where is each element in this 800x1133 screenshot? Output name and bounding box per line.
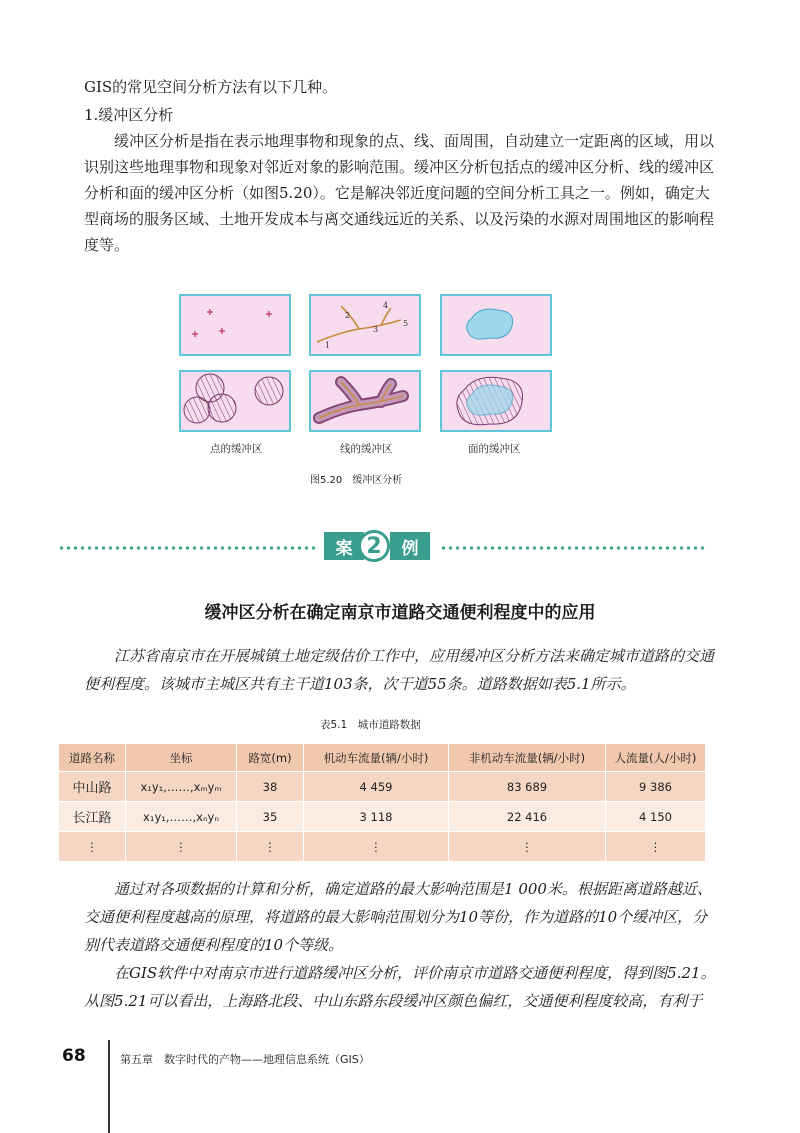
panel-points bbox=[179, 294, 291, 356]
case-banner-right: 例 bbox=[390, 532, 430, 560]
area-graphic bbox=[442, 296, 550, 354]
intro-paragraph: 缓冲区分析是指在表示地理事物和现象的点、线、面周围，自动建立一定距离的区域，用以识别这些地理事物和现象对邻近对象的影响范围。缓冲区分析包括点的缓冲区分析、线的缓冲区分析和面的缓冲区分析（如图5.20）。它是解决邻近度问题的空间分析工具之一。例如，确定大型商场的服务区域、土地开发成本与离交通线远近的关系、以及污染的水源对周围地区的影响程度等。 bbox=[84, 132, 715, 254]
caption-area-buffer: 面的缓冲区 bbox=[468, 443, 521, 455]
case-paragraph-2: 通过对各项数据的计算和分析，确定道路的最大影响范围是1 000米。根据距离道路越近、交通便利程度越高的原理，将道路的最大影响范围划分为10等份，作为道路的10个缓冲区，分别代表道路交通便利程度的10个等级。 bbox=[84, 880, 712, 954]
intro-line: GIS的常见空间分析方法有以下几种。 bbox=[84, 78, 338, 96]
points-graphic bbox=[181, 296, 289, 354]
header-road-width: 路宽(m) bbox=[237, 744, 304, 772]
divider-right bbox=[440, 545, 706, 551]
table-row bbox=[59, 832, 706, 862]
panel-line-buffer bbox=[309, 370, 421, 432]
cell-ellipsis: ⋮ bbox=[237, 832, 304, 862]
cell-width: 35 bbox=[237, 802, 304, 832]
area-buffer-graphic bbox=[442, 372, 550, 430]
cell-ellipsis: ⋮ bbox=[449, 832, 606, 862]
header-road-name: 道路名称 bbox=[59, 744, 126, 772]
table-row bbox=[59, 772, 706, 802]
cell-ellipsis: ⋮ bbox=[59, 832, 126, 862]
case-banner-left: 案 bbox=[324, 532, 364, 560]
case-title: 缓冲区分析在确定南京市道路交通便利程度中的应用 bbox=[204, 603, 596, 623]
cell-motor: 4 459 bbox=[304, 772, 449, 802]
cell-pedestrian: 9 386 bbox=[606, 772, 706, 802]
case-paragraph-3: 在GIS软件中对南京市进行道路缓冲区分析，评价南京市道路交通便利程度，得到图5.21。从图5.21可以看出，上海路北段、中山东路东段缓冲区颜色偏红，交通便利程度较高，有利于 bbox=[84, 964, 716, 1010]
case-banner bbox=[318, 530, 438, 564]
panel-area bbox=[440, 294, 552, 356]
line-label-4: 4 bbox=[383, 301, 389, 310]
cell-width: 38 bbox=[237, 772, 304, 802]
header-pedestrian-flow: 人流量(人/小时) bbox=[606, 744, 706, 772]
footer-divider bbox=[108, 1040, 110, 1133]
line-label-3: 3 bbox=[373, 325, 379, 334]
table-row bbox=[59, 802, 706, 832]
point-buffer-graphic bbox=[181, 372, 289, 430]
cell-ellipsis: ⋮ bbox=[606, 832, 706, 862]
cell-nonmotor: 83 689 bbox=[449, 772, 606, 802]
cell-ellipsis: ⋮ bbox=[304, 832, 449, 862]
cell-nonmotor: 22 416 bbox=[449, 802, 606, 832]
header-coordinate: 坐标 bbox=[126, 744, 237, 772]
page-number: 68 bbox=[62, 1046, 86, 1066]
panel-point-buffer bbox=[179, 370, 291, 432]
line-label-1: 1 bbox=[325, 341, 331, 350]
header-motor-traffic: 机动车流量(辆/小时) bbox=[304, 744, 449, 772]
lines-graphic bbox=[311, 296, 419, 354]
cell-motor: 3 118 bbox=[304, 802, 449, 832]
cell-coordinate: x₁y₁,……,xₙyₙ bbox=[126, 802, 237, 832]
cell-coordinate: x₁y₁,……,xₘyₘ bbox=[126, 772, 237, 802]
case-paragraph-1: 江苏省南京市在开展城镇土地定级估价工作中，应用缓冲区分析方法来确定城市道路的交通便利程度。该城市主城区共有主干道103条，次干道55条。道路数据如表5.1所示。 bbox=[84, 647, 715, 693]
line-buffer-graphic bbox=[311, 372, 419, 430]
figure-title: 图5.20 缓冲区分析 bbox=[310, 475, 403, 486]
case-number-badge: 2 bbox=[358, 530, 390, 562]
road-data-table bbox=[58, 743, 706, 862]
divider-left bbox=[58, 545, 316, 551]
line-label-5: 5 bbox=[403, 319, 409, 328]
panel-area-buffer bbox=[440, 370, 552, 432]
line-label-2: 2 bbox=[345, 311, 351, 320]
header-nonmotor-traffic: 非机动车流量(辆/小时) bbox=[449, 744, 606, 772]
chapter-title: 第五章 数字时代的产物——地理信息系统（GIS） bbox=[120, 1053, 370, 1066]
cell-road-name: 中山路 bbox=[59, 772, 126, 802]
cell-pedestrian: 4 150 bbox=[606, 802, 706, 832]
table-caption: 表5.1 城市道路数据 bbox=[320, 719, 421, 731]
caption-line-buffer: 线的缓冲区 bbox=[340, 443, 393, 455]
caption-point-buffer: 点的缓冲区 bbox=[210, 443, 263, 455]
panel-lines bbox=[309, 294, 421, 356]
section-heading: 1.缓冲区分析 bbox=[84, 106, 174, 124]
cell-road-name: 长江路 bbox=[59, 802, 126, 832]
cell-ellipsis: ⋮ bbox=[126, 832, 237, 862]
table-header-row bbox=[59, 744, 706, 772]
